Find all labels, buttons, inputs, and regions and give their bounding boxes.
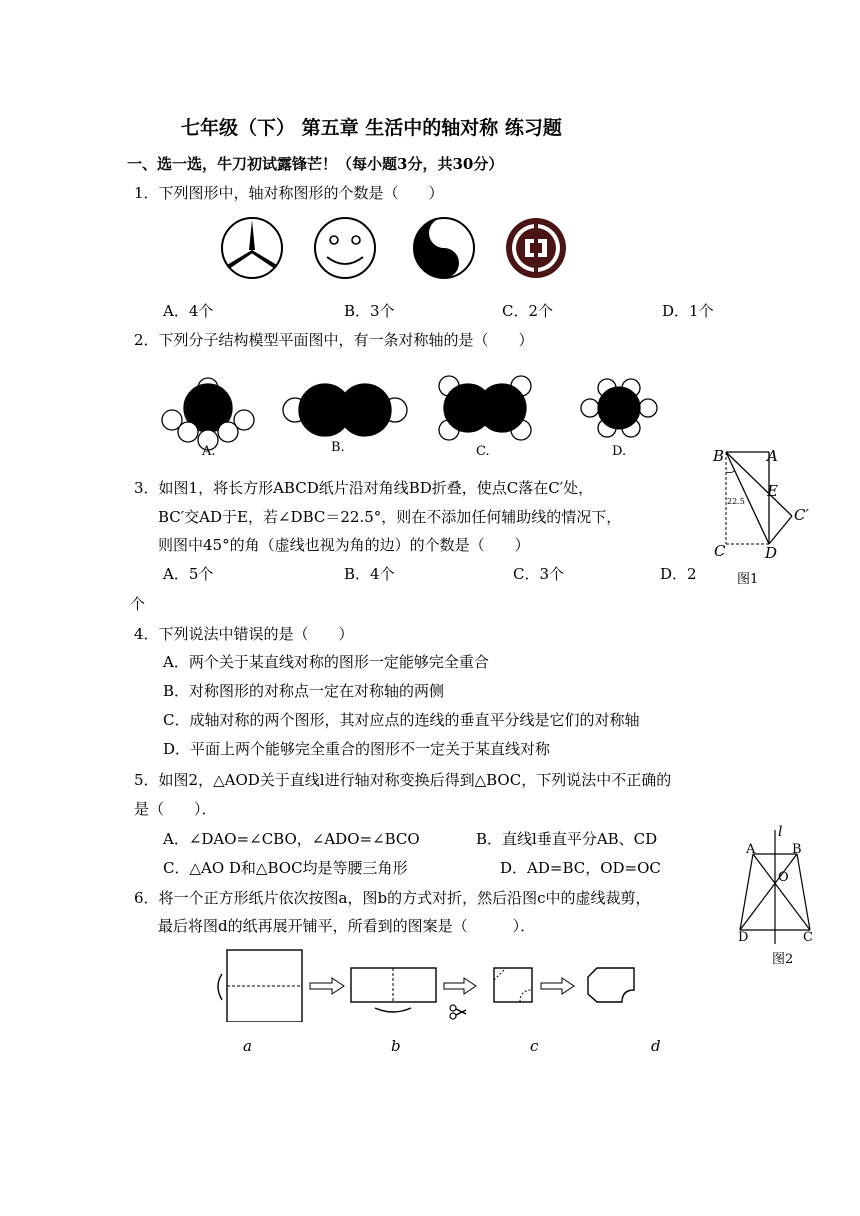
q1-option-a: A．4个 bbox=[163, 302, 214, 320]
question-6-line-1: 6．将一个正方形纸片依次按图a，图b的方式对折，然后沿图c中的虚线裁剪， bbox=[134, 889, 651, 907]
mercedes-logo-icon bbox=[222, 218, 282, 278]
molecule-a-icon bbox=[162, 378, 254, 450]
figure-1-label-e: E bbox=[767, 482, 778, 500]
q2-label-b: B. bbox=[331, 440, 345, 455]
molecule-b-icon bbox=[283, 384, 407, 436]
q6-label-c: c bbox=[530, 1037, 539, 1055]
page-title: 七年级（下） 第五章 生活中的轴对称 练习题 bbox=[181, 117, 562, 139]
question-2-stem: 2．下列分子结构模型平面图中，有一条对称轴的是（ ） bbox=[134, 331, 534, 349]
q2-label-d: D. bbox=[612, 444, 627, 459]
figure-c-cut bbox=[494, 968, 532, 1002]
figure-2-label-b: B bbox=[792, 842, 802, 857]
q4-option-b: B．对称图形的对称点一定在对称轴的两侧 bbox=[163, 682, 445, 700]
arrow-right-icon bbox=[541, 978, 574, 994]
q3-option-d: D．2 bbox=[660, 565, 697, 583]
q4-option-d: D．平面上两个能够完全重合的图形不一定关于某直线对称 bbox=[163, 740, 551, 758]
section-heading: 一、选一选，牛刀初试露锋芒！（每小题3分，共30分） bbox=[127, 155, 504, 173]
q3-option-d-wrap: 个 bbox=[130, 595, 146, 613]
q3-option-c: C．3个 bbox=[513, 565, 565, 583]
question-3-line-1: 3．如图1，将长方形ABCD纸片沿对角线BD折叠，使点C落在C′处， bbox=[134, 479, 594, 497]
figure-2-label-d: D bbox=[738, 930, 749, 945]
question-3-line-2: BC′交AD于E，若∠DBC＝22.5°，则在不添加任何辅助线的情况下， bbox=[158, 508, 622, 526]
figure-2-caption: 图2 bbox=[772, 952, 794, 967]
question-6-line-2: 最后将图d的纸再展开铺平，所看到的图案是（ ）． bbox=[158, 917, 536, 935]
figure-1-label-c-prime: C′ bbox=[794, 506, 809, 524]
figure-1-angle: 22.5 bbox=[727, 497, 745, 506]
figure-1-caption: 图1 bbox=[737, 572, 759, 587]
q6-label-d: d bbox=[651, 1037, 661, 1055]
figure-1-label-a: A bbox=[767, 447, 778, 465]
figure-b-folded bbox=[351, 968, 436, 1012]
question-5-line-2: 是（ ）． bbox=[134, 800, 217, 818]
figure-d-result bbox=[588, 968, 634, 1002]
question-4-stem: 4．下列说法中错误的是（ ） bbox=[134, 625, 354, 643]
figure-a-square bbox=[218, 950, 302, 1022]
q2-label-a: A. bbox=[202, 444, 216, 459]
q1-option-d: D．1个 bbox=[662, 302, 714, 320]
molecule-d-icon bbox=[581, 379, 657, 437]
q6-folding-figures bbox=[210, 942, 650, 1022]
q4-option-a: A．两个关于某直线对称的图形一定能够完全重合 bbox=[163, 653, 489, 671]
figure-2-label-a: A bbox=[746, 842, 756, 857]
q4-option-c: C．成轴对称的两个图形，其对应点的连线的垂直平分线是它们的对称轴 bbox=[163, 711, 640, 729]
question-3-line-3: 则图中45°的角（虚线也视为角的边）的个数是（ ） bbox=[158, 536, 530, 554]
yin-yang-icon bbox=[414, 218, 474, 278]
arrow-right-icon bbox=[444, 978, 476, 994]
q1-figures bbox=[215, 215, 575, 287]
arrow-right-icon bbox=[310, 978, 344, 994]
smiley-face-icon bbox=[315, 218, 375, 278]
q2-figures bbox=[150, 368, 670, 463]
q3-option-a: A．5个 bbox=[163, 565, 214, 583]
q5-option-b: B．直线l垂直平分AB、CD bbox=[476, 830, 658, 848]
q1-option-c: C．2个 bbox=[502, 302, 554, 320]
q3-option-b: B．4个 bbox=[344, 565, 395, 583]
scissors-icon bbox=[450, 1005, 466, 1019]
q1-option-b: B．3个 bbox=[344, 302, 395, 320]
figure-2-label-l: l bbox=[778, 824, 783, 840]
question-5-line-1: 5．如图2，△AOD关于直线l进行轴对称变换后得到△BOC，下列说法中不正确的 bbox=[134, 771, 672, 789]
molecule-c-icon bbox=[439, 376, 531, 440]
figure-1-label-d: D bbox=[765, 544, 778, 562]
q6-label-a: a bbox=[243, 1037, 252, 1055]
q5-option-c: C．△AO D和△BOC均是等腰三角形 bbox=[163, 859, 408, 877]
figure-2-label-o: O bbox=[778, 870, 789, 885]
figure-1-label-c: C bbox=[714, 542, 726, 560]
q2-label-c: C. bbox=[476, 444, 490, 459]
bank-logo-icon bbox=[506, 218, 566, 278]
q5-option-a: A．∠DAO=∠CBO，∠ADO=∠BCO bbox=[163, 830, 420, 848]
q6-label-b: b bbox=[391, 1037, 401, 1055]
q5-option-d: D．AD=BC，OD=OC bbox=[500, 859, 661, 877]
figure-2-label-c: C bbox=[803, 930, 813, 945]
figure-1-label-b: B bbox=[713, 447, 725, 465]
question-1-stem: 1．下列图形中，轴对称图形的个数是（ ） bbox=[134, 184, 444, 202]
